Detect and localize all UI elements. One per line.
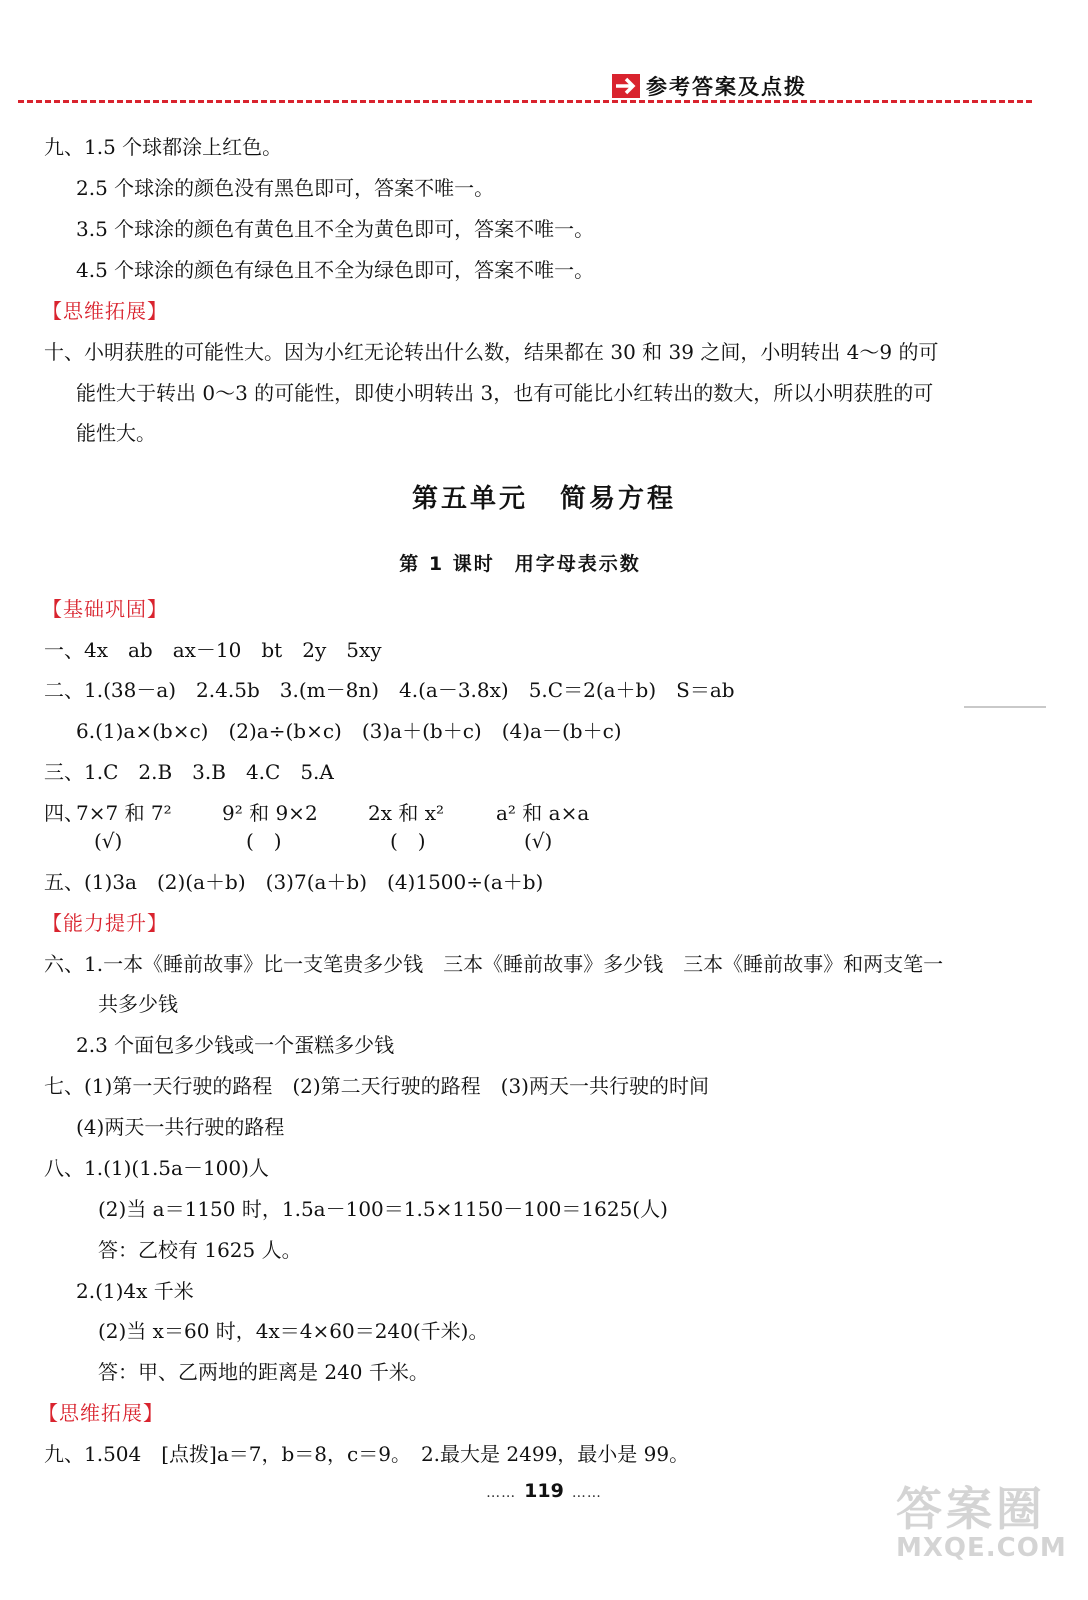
answer-nine-2: 2.5 个球涂的颜色没有黑色即可，答案不唯一。	[76, 176, 495, 200]
answer-nine-b: 九、1.504 [点拨]a＝7，b＝8，c＝9。 2.最大是 2499，最小是 99。	[44, 1442, 690, 1466]
answer-eight-2: (2)当 a＝1150 时，1.5a－100＝1.5×1150－100＝1625(人)	[98, 1197, 668, 1221]
answer-eight-4: 2.(1)4x 千米	[76, 1279, 194, 1303]
answer-seven-2: (4)两天一共行驶的路程	[76, 1115, 285, 1139]
arrow-right-icon	[612, 74, 640, 98]
section-tag-ability: 【能力提升】	[42, 911, 168, 935]
answer-four-expr-1: 7×7 和 7²	[76, 801, 172, 825]
lesson-name: 用字母表示数	[514, 553, 641, 575]
header-divider	[18, 100, 1032, 103]
answer-ten-3: 能性大。	[76, 421, 156, 445]
margin-line	[964, 706, 1046, 708]
watermark-logo-bottom: MXQE.COM	[896, 1533, 1067, 1563]
page-dots-left: ……	[486, 1485, 517, 1501]
answer-eight-3: 答：乙校有 1625 人。	[98, 1238, 302, 1262]
answer-two-1: 二、1.(38－a) 2.4.5b 3.(m－8n) 4.(a－3.8x) 5.C＝2(a＋b) S＝ab	[44, 678, 735, 702]
answer-nine-4: 4.5 个球涂的颜色有绿色且不全为绿色即可，答案不唯一。	[76, 258, 595, 282]
answer-eight-1: 八、1.(1)(1.5a－100)人	[44, 1156, 269, 1180]
answer-nine-3: 3.5 个球涂的颜色有黄色且不全为黄色即可，答案不唯一。	[76, 217, 595, 241]
header-box	[612, 72, 807, 100]
answer-four-mark-3: ( )	[390, 829, 426, 853]
lesson-title	[0, 549, 1040, 576]
section-tag-thinking-2: 【思维拓展】	[38, 1401, 164, 1425]
answer-seven-1: 七、(1)第一天行驶的路程 (2)第二天行驶的路程 (3)两天一共行驶的时间	[44, 1074, 709, 1098]
unit-title	[0, 478, 1088, 515]
watermark-logo	[896, 1484, 1066, 1564]
unit-number: 第五单元	[411, 484, 528, 514]
section-tag-thinking: 【思维拓展】	[42, 299, 168, 323]
answer-nine-1: 九、1.5 个球都涂上红色。	[44, 135, 283, 159]
answer-five: 五、(1)3a (2)(a＋b) (3)7(a＋b) (4)1500÷(a＋b)	[44, 870, 544, 894]
answer-four-expr-4: a² 和 a×a	[496, 801, 590, 825]
answer-four-expr-3: 2x 和 x²	[368, 801, 445, 825]
answer-four-label: 四、	[44, 801, 84, 825]
lesson-number: 第 1 课时	[399, 553, 495, 575]
answer-four-mark-4: (√)	[524, 829, 553, 853]
answer-eight-6: 答：甲、乙两地的距离是 240 千米。	[98, 1360, 429, 1384]
answer-ten-1: 十、小明获胜的可能性大。因为小红无论转出什么数，结果都在 30 和 39 之间，小明转出 4～9 的可	[44, 340, 939, 364]
answer-six-3: 2.3 个面包多少钱或一个蛋糕多少钱	[76, 1033, 395, 1057]
answer-ten-2: 能性大于转出 0～3 的可能性，即使小明转出 3，也有可能比小红转出的数大，所以小明获胜的可	[76, 381, 934, 405]
answer-one: 一、4x ab ax－10 bt 2y 5xy	[44, 638, 382, 662]
answer-four-expr-2: 9² 和 9×2	[222, 801, 318, 825]
answer-four-mark-1: (√)	[94, 829, 123, 853]
answer-six-2: 共多少钱	[98, 992, 178, 1016]
header-title: 参考答案及点拨	[646, 75, 807, 99]
page-number-value: 119	[524, 1480, 564, 1502]
answer-three: 三、1.C 2.B 3.B 4.C 5.A	[44, 760, 334, 784]
unit-name: 简易方程	[560, 484, 677, 514]
answer-four-mark-2: ( )	[246, 829, 282, 853]
answer-two-2: 6.(1)a×(b×c) (2)a÷(b×c) (3)a＋(b＋c) (4)a－(b＋c)	[76, 719, 622, 743]
section-tag-basic: 【基础巩固】	[42, 597, 168, 621]
page-dots-right: ……	[571, 1485, 602, 1501]
answer-six-1: 六、1.一本《睡前故事》比一支笔贵多少钱 三本《睡前故事》多少钱 三本《睡前故事》和两支笔一	[44, 952, 944, 976]
answer-eight-5: (2)当 x＝60 时，4x＝4×60＝240(千米)。	[98, 1319, 489, 1343]
watermark-logo-top: 答案圈	[896, 1482, 1046, 1536]
